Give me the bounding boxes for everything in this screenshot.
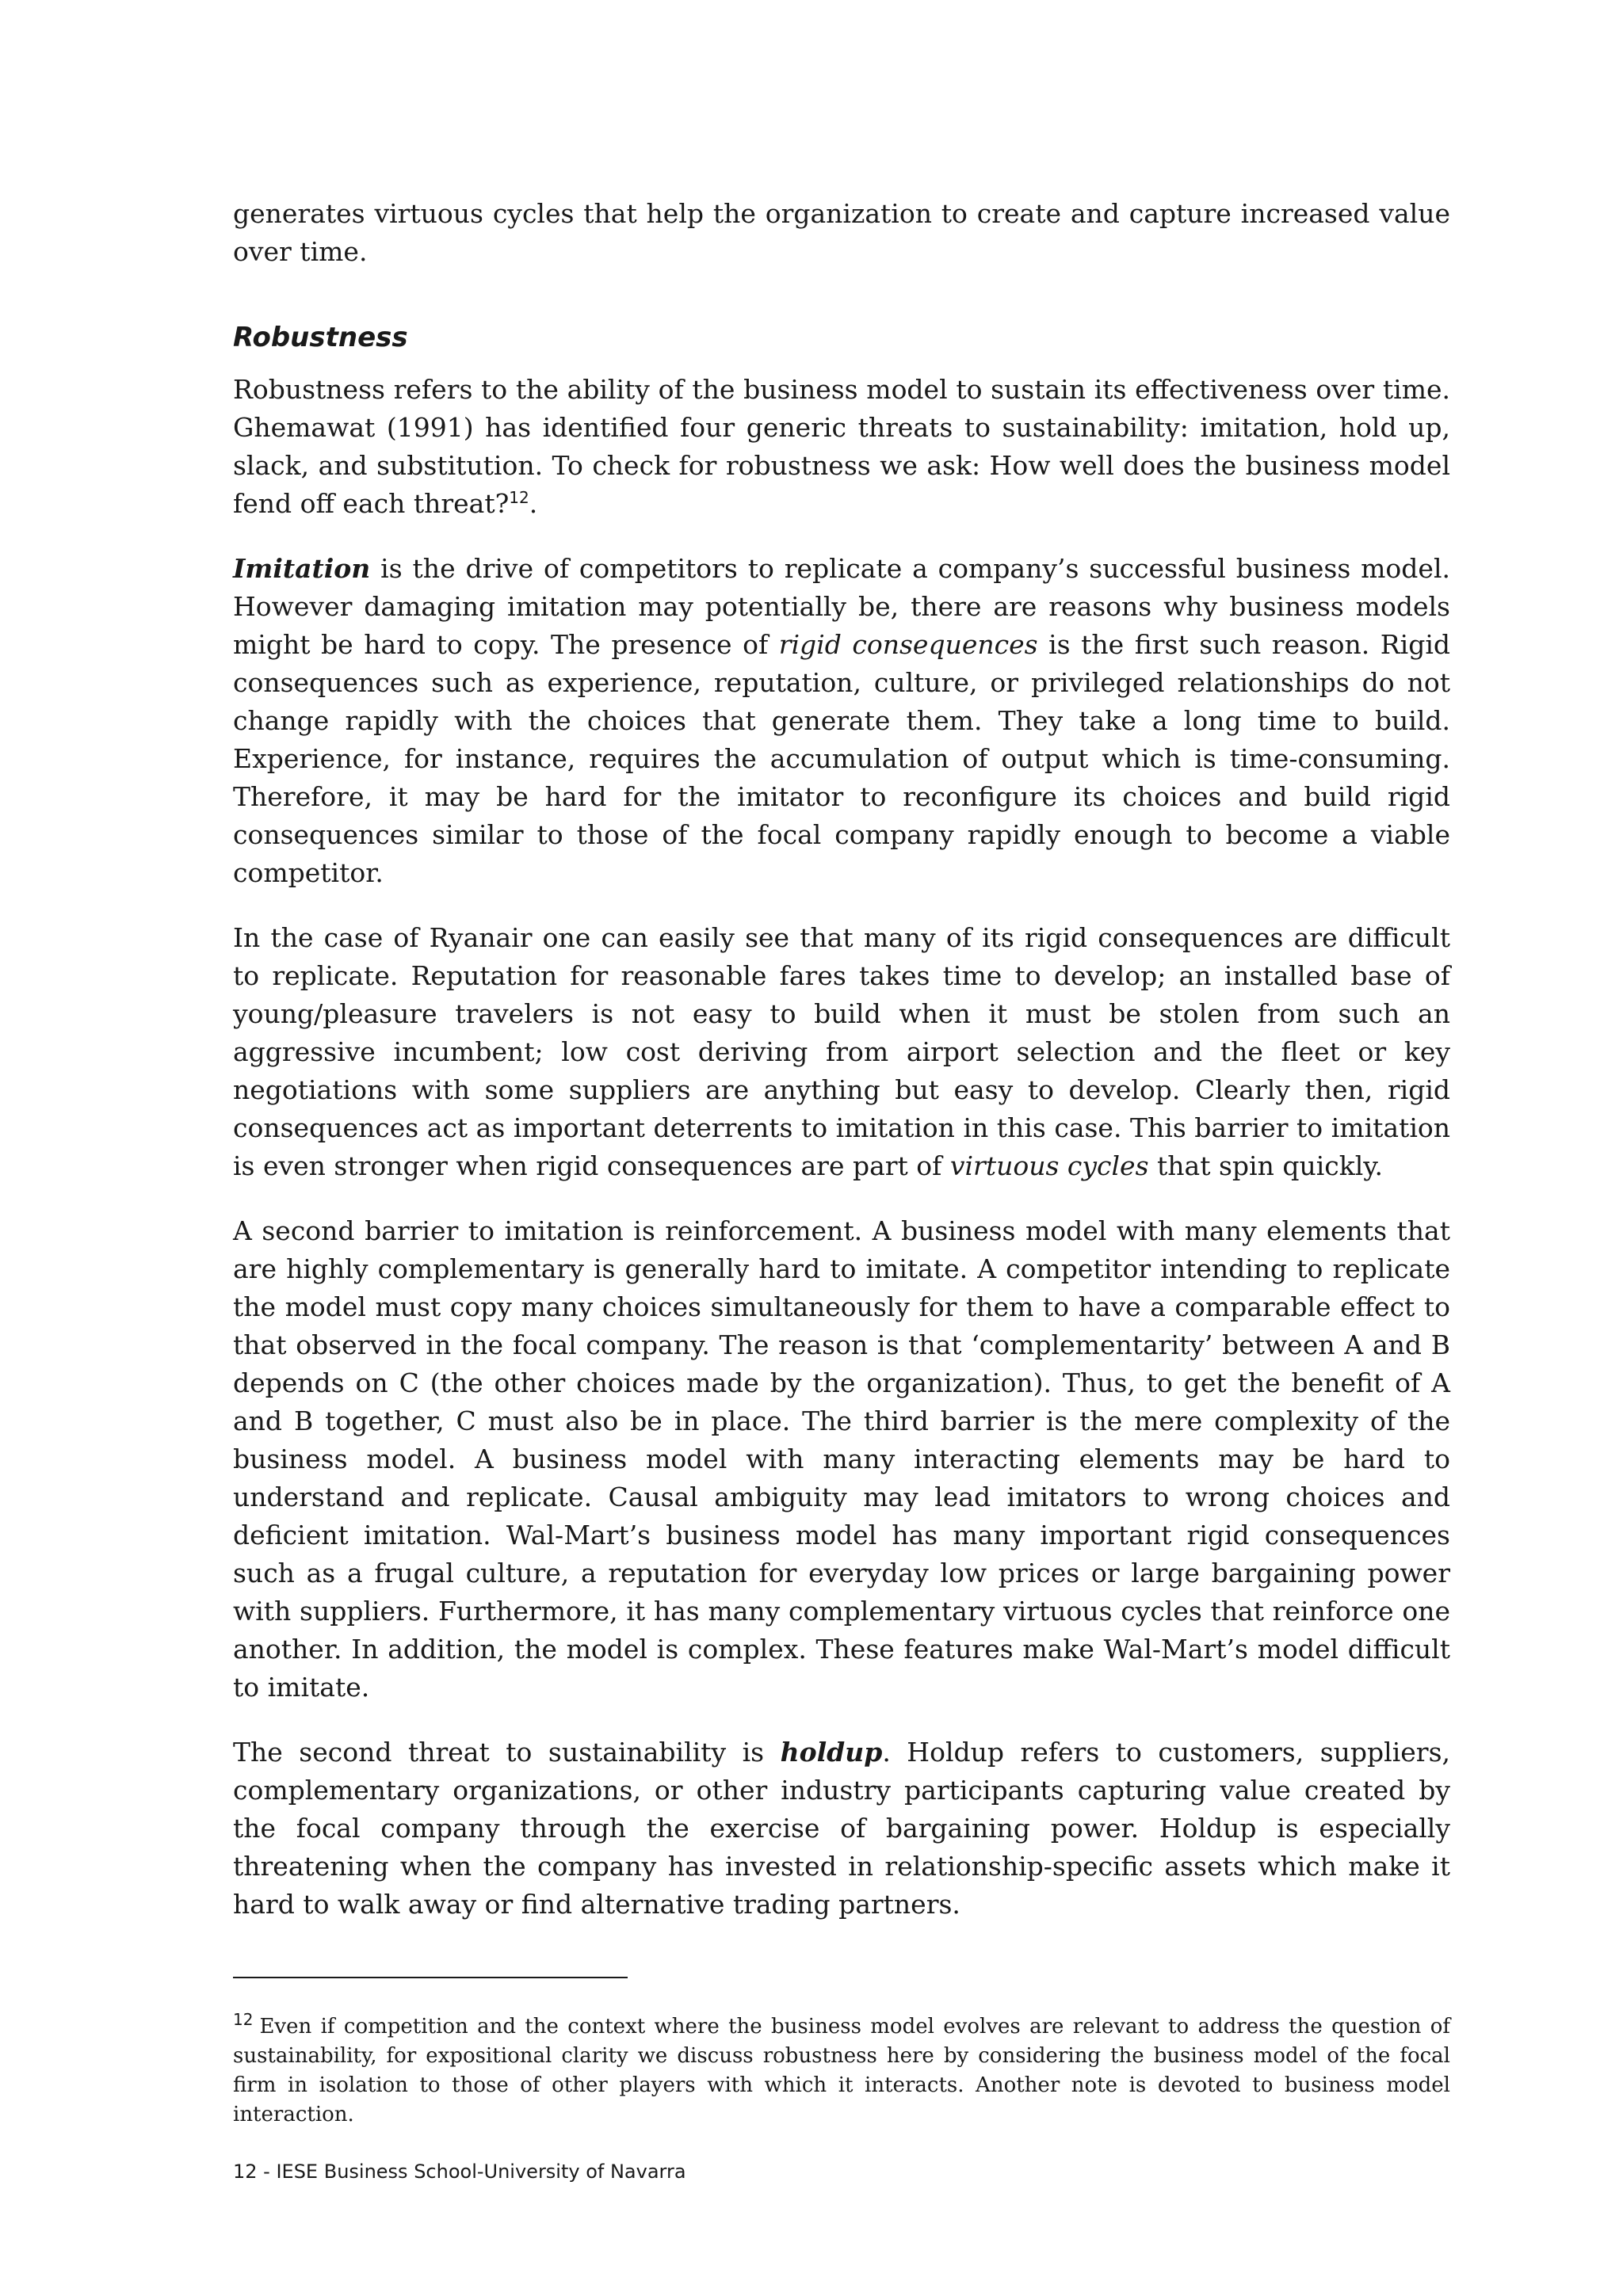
paragraph-text: that spin quickly. xyxy=(1148,1150,1384,1181)
paragraph-text: . Holdup refers to customers, suppliers, complementary organizations, or other industry participants capturing value created by the focal company through the exercise of bargaining power. Holdup is especially threatening when the company has invested in relationship-specific assets which make it hard to walk away or find alternative trading partners. xyxy=(233,1737,1451,1920)
footnote-paragraph xyxy=(233,2012,1450,2130)
paragraph-text: Robustness refers to the ability of the business model to sustain its effectiveness over time. Ghemawat (1991) has identified four generic threats to sustainability: imitation, hold up, slack, and substitution. To check for robustness we ask: How well does the business model fend off each threat? xyxy=(233,374,1450,519)
intro-paragraph: generates virtuous cycles that help the organization to create and capture increased value over time. xyxy=(233,198,1450,267)
paragraph-robustness xyxy=(233,371,1450,523)
term-rigid-consequences: rigid consequences xyxy=(778,629,1038,660)
footnote xyxy=(233,2012,1450,2130)
paragraph-text: In the case of Ryanair one can easily see that many of its rigid consequences are difficult to replicate. Reputation for reasonable fares takes time to develop; an installed base of young/pleasure travelers is not easy to build when it must be stolen from such an aggressive incumbent; low cost deriving from airport selection and the fleet or key negotiations with some suppliers are anything but easy to develop. Clearly then, rigid consequences act as important deterrents to imitation in this case. This barrier to imitation is even stronger when rigid consequences are part of xyxy=(233,922,1450,1181)
page-footer: 12 - IESE Business School-University of Navarra xyxy=(233,2161,686,2183)
paragraph-imitation xyxy=(233,550,1450,892)
paragraph-holdup xyxy=(233,1733,1450,1924)
paragraph-text: is the drive of competitors to replicate a company’s successful business model. However damaging imitation may potentially be, there are reasons why business models might be hard to copy. The presence of xyxy=(233,553,1450,660)
term-virtuous-cycles: virtuous cycles xyxy=(949,1150,1149,1181)
paragraph-trail: . xyxy=(529,488,538,519)
footnote-number: 12 xyxy=(233,2010,254,2030)
section-heading: Robustness xyxy=(233,322,408,353)
paragraph-text: is the first such reason. Rigid consequences such as experience, reputation, culture, or privileged relationships do not change rapidly with the choices that generate them. They take a long time to build. Experience, for instance, requires the accumulation of output which is time-consuming. Therefore, it may be hard for the imitator to reconfigure its choices and build rigid consequences similar to those of the focal company rapidly enough to become a viable competitor. xyxy=(233,629,1451,888)
footnote-reference[interactable]: 12 xyxy=(509,488,529,507)
term-imitation: Imitation xyxy=(233,553,371,584)
footnote-divider xyxy=(233,1977,628,1978)
footnote-text: Even if competition and the context where the business model evolves are relevant to address the question of sustainability, for expositional clarity we discuss robustness here by considering the business model of the focal firm in isolation to those of other players with which it interacts. Another note is devoted to business model interaction. xyxy=(233,2015,1450,2126)
paragraph-reinforcement: A second barrier to imitation is reinforcement. A business model with many elements that are highly complementary is generally hard to imitate. A competitor intending to replicate the model must copy many choices simultaneously for them to have a comparable effect to that observed in the focal company. The reason is that ‘complementarity’ between A and B depends on C (the other choices made by the organization). Thus, to get the benefit of A and B together, C must also be in place. The third barrier is the mere complexity of the business model. A business model with many interacting elements may be hard to understand and replicate. Causal ambiguity may lead imitators to wrong choices and deficient imitation. Wal-Mart’s business model has many important rigid consequences such as a frugal culture, a reputation for everyday low prices or large bargaining power with suppliers. Furthermore, it has many complementary virtuous cycles that reinforce one another. In addition, the model is complex. These features make Wal-Mart’s model difficult to imitate. xyxy=(233,1215,1450,1703)
term-holdup: holdup xyxy=(780,1737,883,1768)
paragraph-text: The second threat to sustainability is xyxy=(233,1737,781,1768)
paragraph-ryanair xyxy=(233,919,1450,1185)
body-content xyxy=(233,195,1450,1924)
